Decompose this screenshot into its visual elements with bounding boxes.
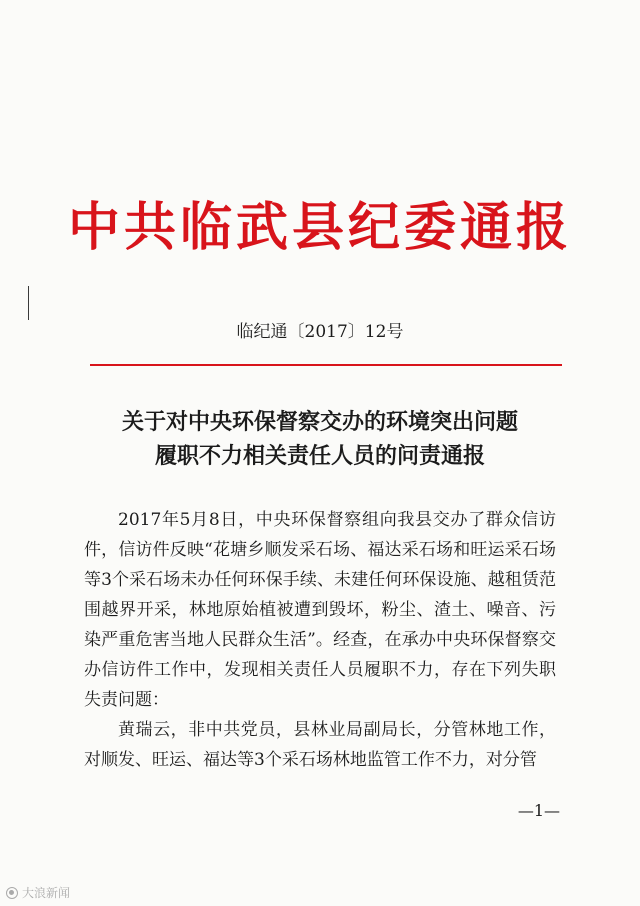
notice-title-line-1: 关于对中央环保督察交办的环境突出问题 <box>121 409 518 435</box>
notice-body <box>84 505 556 775</box>
watermark-logo-icon <box>6 887 18 899</box>
document-number: 临纪通〔2017〕12号 <box>236 322 404 342</box>
document-header-title: 中共临武县纪委通报 <box>67 197 572 258</box>
red-divider-line <box>90 364 562 366</box>
watermark-text: 大浪新闻 <box>22 886 71 900</box>
body-paragraph-2: 黄瑞云，非中共党员，县林业局副局长，分管林地工作，对顺发、旺运、福达等3个采石场林地监管工作不力，对分管 <box>84 720 556 770</box>
body-paragraph-1: 2017年5月8日，中央环保督察组向我县交办了群众信访件，信访件反映“花塘乡顺发采石场、福达采石场和旺运采石场等3个采石场未办任何环保手续、未建任何环保设施、越租赁范围越界开采，林地原始植被遭到毁坏，粉尘、渣土、噪音、污染严重危害当地人民群众生活”。经查，在承办中央环保督察交办信访件工作中，发现相关责任人员履职不力，存在下列失职失责问题： <box>84 510 556 710</box>
page-number: —1— <box>517 801 560 820</box>
margin-mark <box>28 286 29 320</box>
notice-title-line-2: 履职不力相关责任人员的问责通报 <box>154 443 485 469</box>
watermark <box>6 884 70 902</box>
